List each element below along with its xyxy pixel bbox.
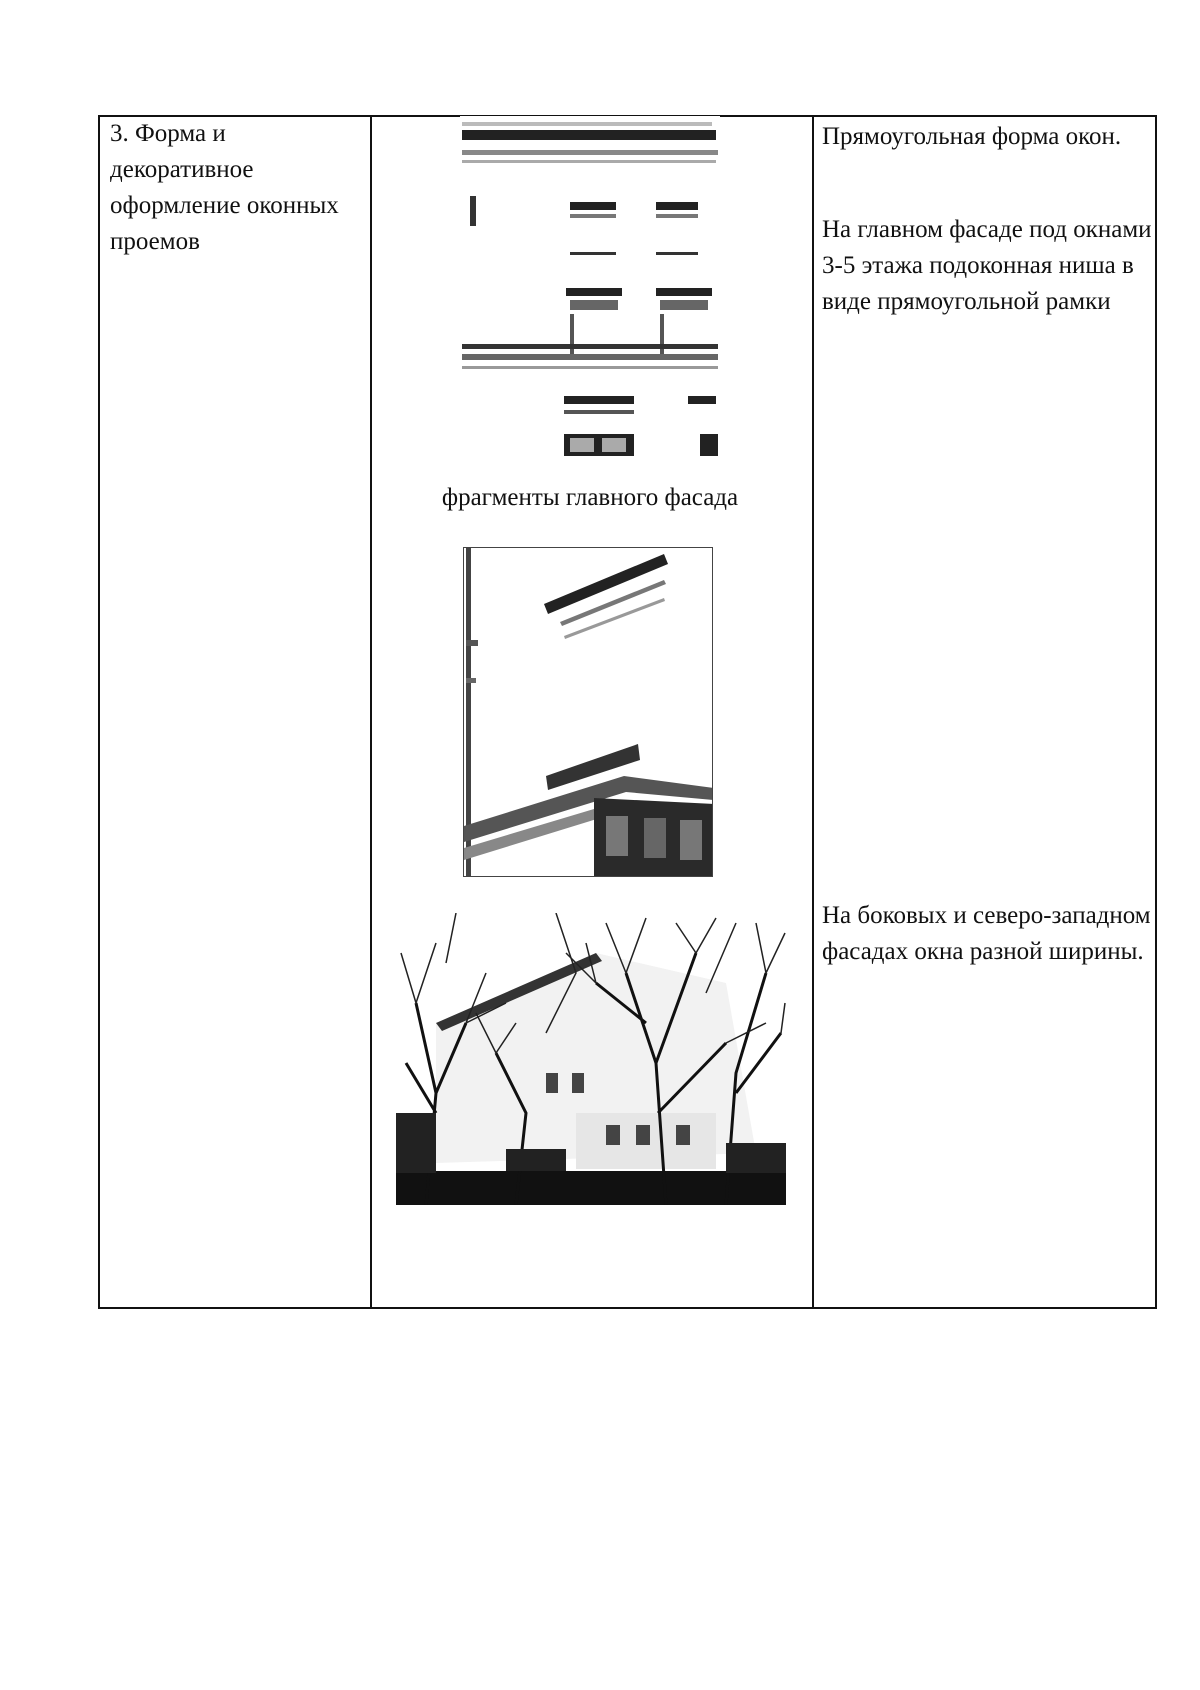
row-label: 3. Форма и декоративное оформление оконных проемов (110, 120, 339, 255)
description-window-shape: Прямоугольная форма окон. (822, 123, 1122, 150)
main-facade-photo-2 (463, 547, 713, 877)
column-divider-1 (370, 115, 372, 1309)
side-facade-photo (396, 913, 786, 1205)
column-divider-2 (812, 115, 814, 1309)
description-side-facades: На боковых и северо-западном фасадах окна разной ширины. (822, 902, 1151, 965)
photo-caption: фрагменты главного фасада (441, 484, 739, 511)
description-sill-niche: На главном фасаде под окнами 3-5 этажа подоконная ниша в виде прямоугольной рамки (822, 216, 1152, 315)
main-facade-photo-1 (460, 116, 720, 458)
